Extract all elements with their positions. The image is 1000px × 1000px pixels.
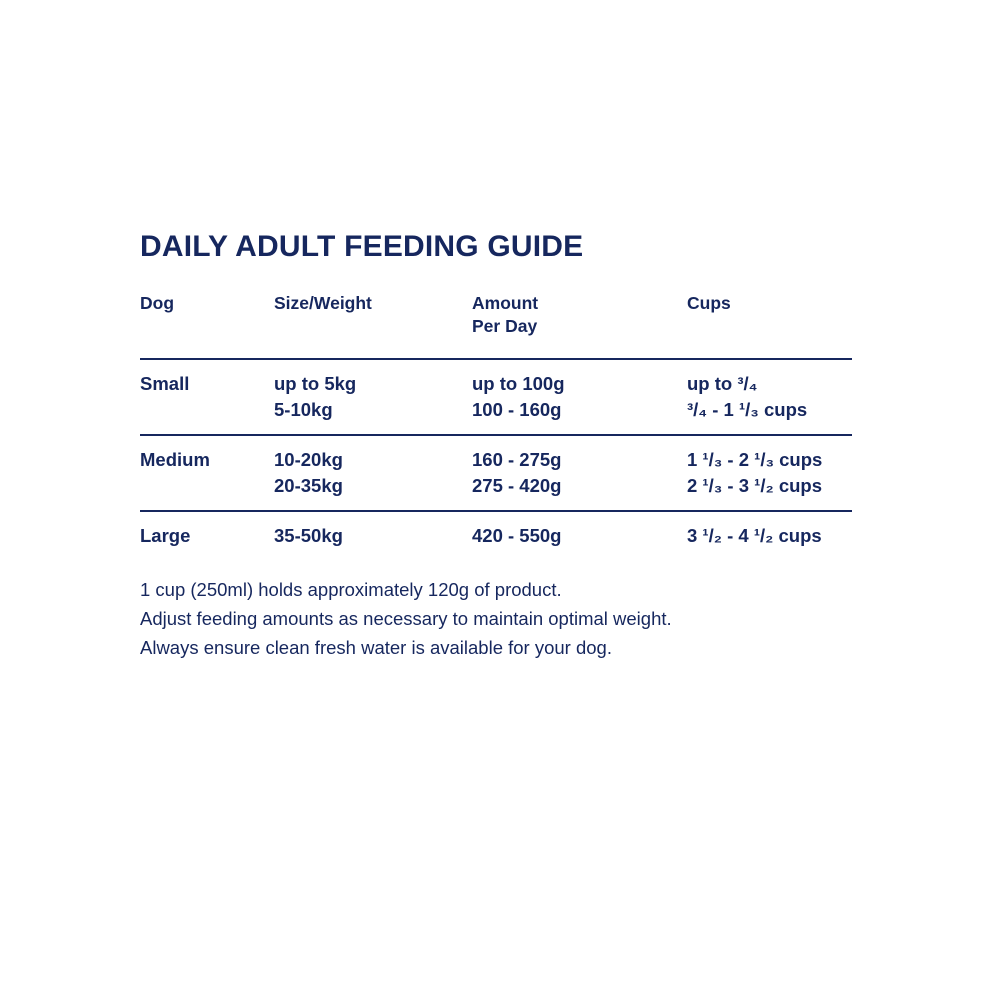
cell-amount xyxy=(472,511,687,561)
column-header-amount xyxy=(472,292,687,359)
cell-size-weight-line1: up to 5kg xyxy=(274,373,357,395)
feeding-note: 1 cup (250ml) holds approximately 120g of product. xyxy=(140,578,562,600)
column-header-size-weight: Size/Weight xyxy=(274,293,372,313)
cell-size-weight-line2: 5-10kg xyxy=(274,398,333,420)
table-header-row xyxy=(140,292,852,359)
feeding-guide-table xyxy=(140,292,852,561)
cell-amount xyxy=(472,359,687,435)
cell-amount-line1: up to 100g xyxy=(472,373,565,395)
cell-size-weight xyxy=(274,359,472,435)
page-title: DAILY ADULT FEEDING GUIDE xyxy=(140,230,584,263)
column-header-amount-line2: Per Day xyxy=(472,316,538,337)
cell-cups-line2: 2 ¹/₃ - 3 ¹/₂ cups xyxy=(687,474,822,496)
table-row xyxy=(140,511,852,561)
feeding-guide-panel xyxy=(140,230,860,662)
cell-cups-line1: 3 ¹/₂ - 4 ¹/₂ cups xyxy=(687,525,822,547)
cell-size-weight xyxy=(274,511,472,561)
cell-dog: Large xyxy=(140,511,274,561)
cell-amount xyxy=(472,435,687,511)
cell-size-weight xyxy=(274,435,472,511)
column-header-dog: Dog xyxy=(140,293,175,313)
cell-cups xyxy=(687,511,852,561)
feeding-note: Adjust feeding amounts as necessary to maintain optimal weight. xyxy=(140,607,672,629)
column-header-amount-line1: Amount xyxy=(472,293,539,313)
cell-dog: Medium xyxy=(140,435,274,511)
feeding-note: Always ensure clean fresh water is available for your dog. xyxy=(140,637,612,659)
cell-size-weight-line1: 10-20kg xyxy=(274,449,343,471)
feeding-notes xyxy=(140,575,860,663)
cell-size-weight-line1: 35-50kg xyxy=(274,525,343,547)
cell-amount-line1: 420 - 550g xyxy=(472,525,562,547)
cell-cups xyxy=(687,359,852,435)
cell-amount-line2: 100 - 160g xyxy=(472,398,562,420)
table-body xyxy=(140,359,852,561)
cell-amount-line2: 275 - 420g xyxy=(472,474,562,496)
cell-cups-line2: ³/₄ - 1 ¹/₃ cups xyxy=(687,398,808,420)
table-row xyxy=(140,435,852,511)
column-header-cups: Cups xyxy=(687,293,731,313)
table-header xyxy=(140,292,852,359)
cell-dog: Small xyxy=(140,359,274,435)
cell-cups xyxy=(687,435,852,511)
cell-cups-line1: up to ³/₄ xyxy=(687,373,758,395)
cell-cups-line1: 1 ¹/₃ - 2 ¹/₃ cups xyxy=(687,449,823,471)
cell-size-weight-line2: 20-35kg xyxy=(274,474,343,496)
cell-amount-line1: 160 - 275g xyxy=(472,449,562,471)
table-row xyxy=(140,359,852,435)
